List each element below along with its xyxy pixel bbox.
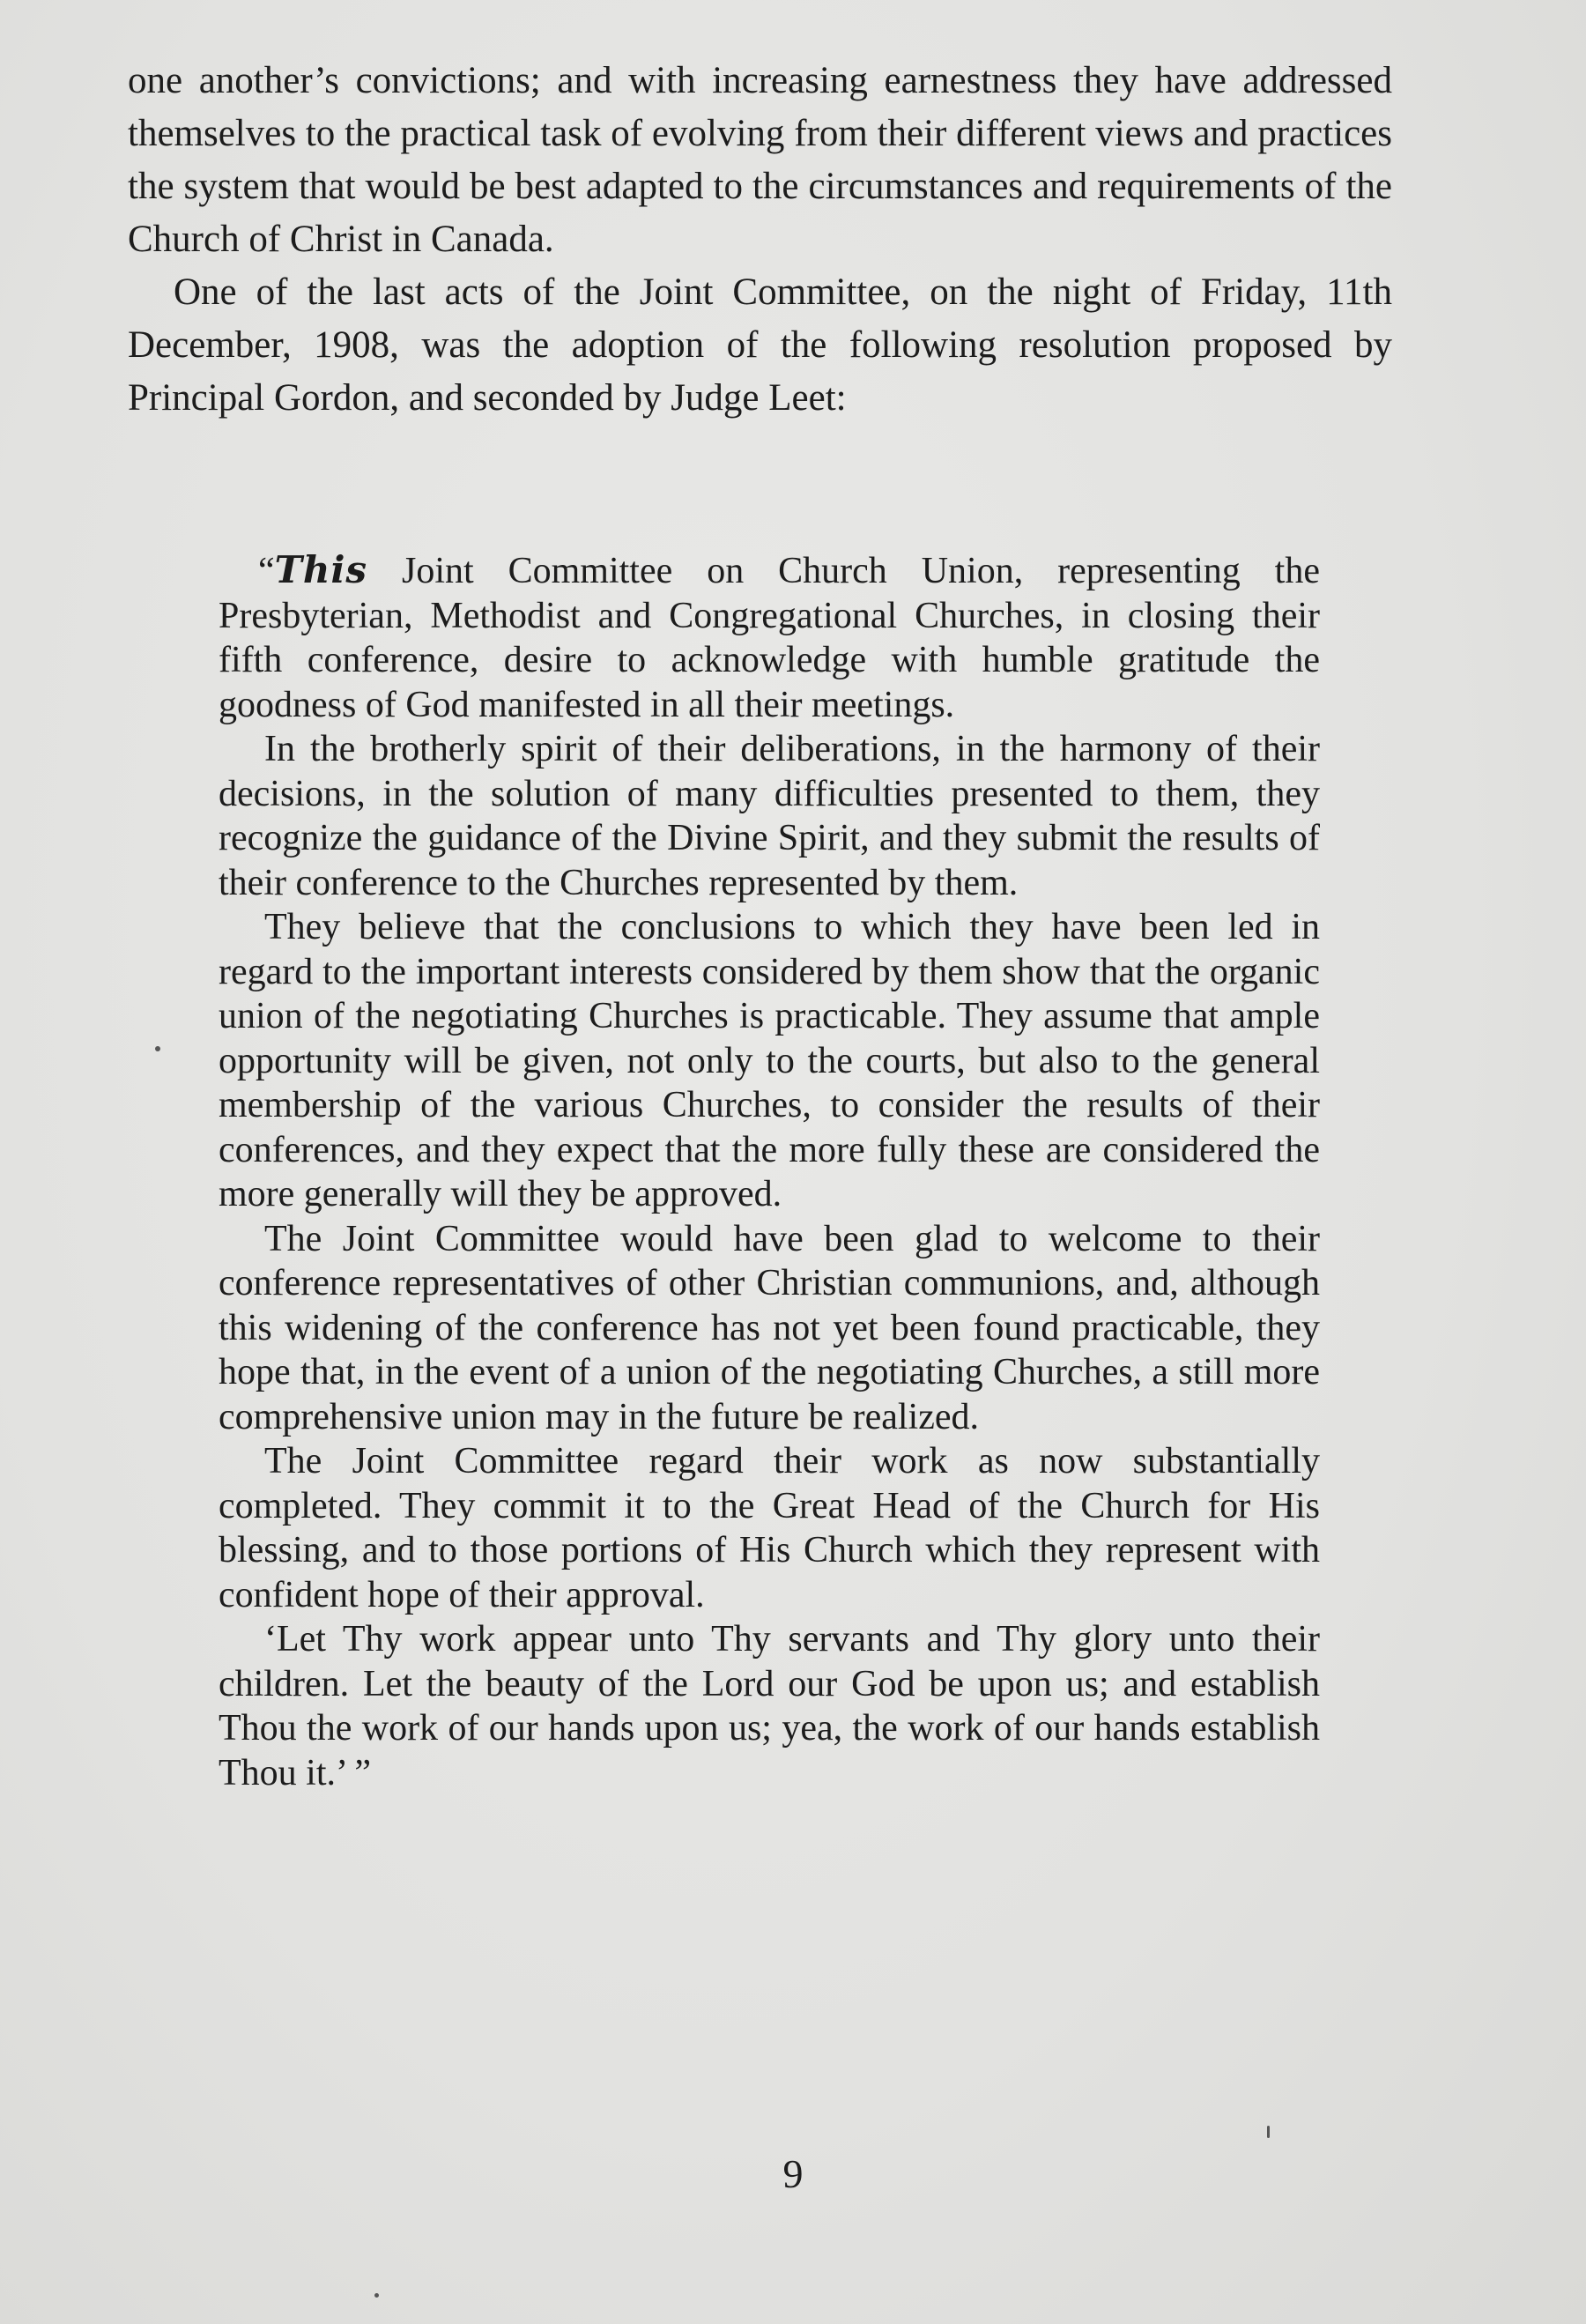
- print-speck: [155, 1046, 160, 1051]
- open-quote-mark: “: [258, 551, 275, 591]
- resolution-paragraph-1: [219, 548, 1320, 727]
- intro-paragraph-1: one another’s convictions; and with increasing earnestness they have addressed themselves to the practical task of evolving from their different views and practices the system that would be best adapted to the circumstances and requirements of the Church of Christ in Canada.: [128, 60, 1392, 260]
- resolution-quote: [219, 548, 1320, 1795]
- resolution-paragraph-2: In the brotherly spirit of their deliberations, in the harmony of their decisions, in the solution of many difficulties presented to them, they recognize the guidance of the Divine Spirit, and they submit the results of their conference to the Churches represented by them.: [219, 729, 1320, 903]
- intro-paragraph-2: One of the last acts of the Joint Committee, on the night of Friday, 11th December, 1908, was the adoption of the following resolution proposed by Principal Gordon, and seconded by Judge Leet:: [128, 271, 1392, 419]
- page-number: 9: [782, 2151, 804, 2196]
- print-speck: [374, 2293, 379, 2298]
- resolution-paragraph-3: They believe that the conclusions to which they have been led in regard to the important interests considered by them show that the organic union of the negotiating Churches is practicable. They assume that ample opportunity will be given, not only to the courts, but also to the general membership of the various Churches, to consider the results of their conferences, and they expect that the more fully these are considered the more generally will they be approved.: [219, 907, 1320, 1214]
- body-text: [128, 55, 1392, 425]
- resolution-paragraph-4: The Joint Committee would have been glad to welcome to their conference representatives of other Christian communions, and, although this widening of the conference has not yet been found practicable, they hope that, in the event of a union of the negotiating Churches, a still more comprehensive union may in the future be realized.: [219, 1218, 1320, 1437]
- blackletter-initial-word: This: [274, 548, 368, 591]
- resolution-paragraph-1-text: Joint Committee on Church Union, representing the Presbyterian, Methodist and Congregational Churches, in closing their fifth conference, desire to acknowledge with humble gratitude the goodness of God manifested in all their meetings.: [219, 551, 1320, 725]
- print-speck: [1267, 2126, 1270, 2138]
- resolution-paragraph-6: ‘Let Thy work appear unto Thy servants and Thy glory unto their children. Let the beauty of the Lord our God be upon us; and establish Thou the work of our hands upon us; yea, the work of our hands establish Thou it.’ ”: [219, 1619, 1320, 1793]
- resolution-paragraph-5: The Joint Committee regard their work as now substantially completed. They commit it to the Great Head of the Church for His blessing, and to those portions of His Church which they represent with confident hope of their approval.: [219, 1441, 1320, 1615]
